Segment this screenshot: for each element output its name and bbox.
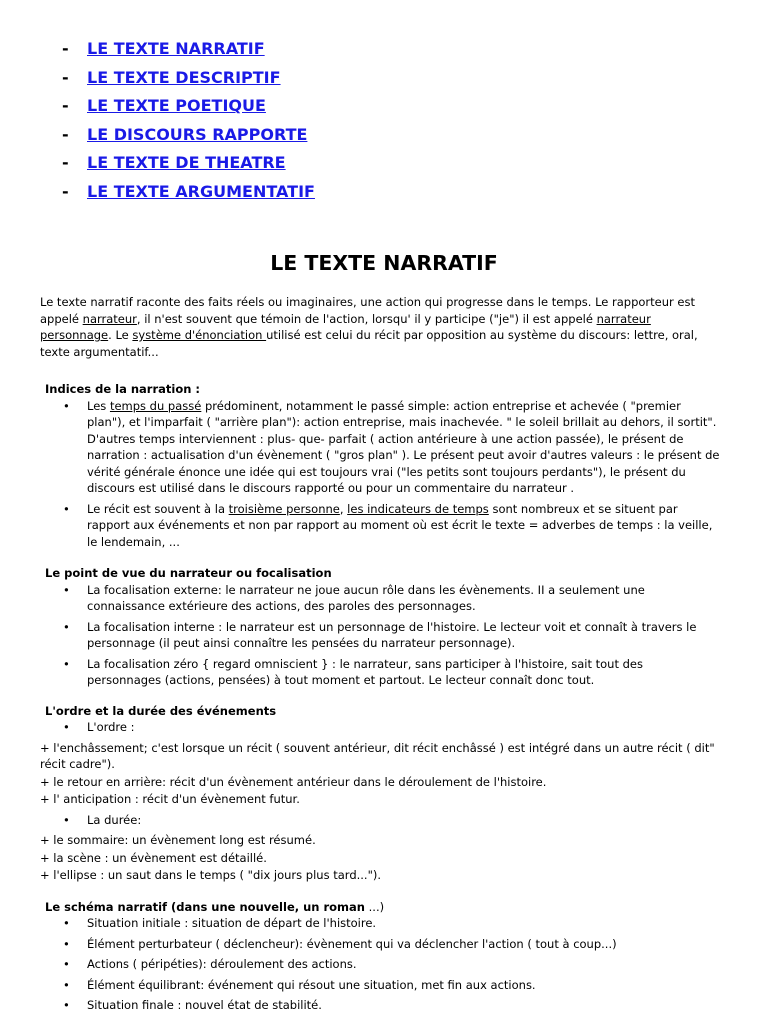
- intro-text: Le texte narratif raconte des faits réels ou imaginaires, une action qui progresse dans le temps. Le rapporteur est appelé: [40, 295, 695, 326]
- duree-list: [40, 812, 720, 829]
- focalisation-list: [40, 582, 720, 689]
- plus-line: + l' anticipation : récit d'un évènement futur.: [40, 792, 300, 806]
- list-item: • L'ordre :: [87, 719, 720, 736]
- term-troisieme-personne: troisième personne: [228, 501, 340, 516]
- schema-list: [40, 915, 720, 1014]
- list-item: • La focalisation externe: le narrateur ne joue aucun rôle dans les évènements. II a seulement une connaissance extérieure des actions, des paroles des personnages.: [87, 582, 720, 615]
- heading-text-rest: ...): [365, 899, 385, 914]
- plus-line: + l'enchâssement; c'est lorsque un récit ( souvent antérieur, dit récit enchâssé ) est intégré dans un autre récit ( dit" récit cadre").: [40, 740, 715, 771]
- list-item: • Élément perturbateur ( déclencheur): évènement qui va déclencher l'action ( tout à coup...): [87, 936, 720, 953]
- table-of-contents: [62, 41, 315, 213]
- item-text: Les: [87, 398, 110, 413]
- list-item: • La focalisation zéro { regard omniscient } : le narrateur, sans participer à l'histoire, sait tout des personnages (actions, pensées) à tout moment et partout. Le lecteur connaît donc tout.: [87, 656, 720, 689]
- heading-indices: Indices de la narration :: [45, 382, 201, 396]
- list-item: [87, 501, 720, 551]
- ordre-list: [40, 719, 720, 736]
- toc-link-discours[interactable]: LE DISCOURS RAPPORTE: [87, 124, 308, 144]
- toc-link-argumentatif[interactable]: LE TEXTE ARGUMENTATIF: [87, 181, 315, 201]
- toc-item: [62, 124, 315, 156]
- indices-list: [40, 398, 720, 551]
- toc-item: [62, 181, 315, 213]
- intro-paragraph: [40, 294, 720, 360]
- item-text: Le récit est souvent à la: [87, 501, 229, 516]
- toc-dash: -: [62, 124, 69, 144]
- toc-item: [62, 41, 315, 70]
- item-text: prédominent, notamment le passé simple: action entreprise et achevée ( "premier plan"), et l'imparfait ( "arrière plan"): action entreprise, mais inachevée. " le soleil brillait au dehors, il sortit". D'autres temps interviennent : plus- que- parfait ( action antérieure à une action passée), le présent de narration : actualisation d'un évènement ( "gros plan" ). Le présent peut avoir d'autres valeurs : le présent de vérité générale énonce une idée qui est toujours vrai ("les petits sont toujours perdants"), le présent du discours est utilisé dans le discours rapporté ou pour un commentaire du narrateur .: [87, 398, 720, 495]
- toc-link-poetique[interactable]: LE TEXTE POETIQUE: [87, 96, 266, 116]
- toc-link-theatre[interactable]: LE TEXTE DE THEATRE: [87, 153, 286, 173]
- toc-item: [62, 155, 315, 184]
- toc-dash: -: [62, 153, 69, 173]
- heading-focalisation: Le point de vue du narrateur ou focalisation: [45, 566, 332, 580]
- list-item: • Situation finale : nouvel état de stabilité.: [87, 997, 720, 1014]
- heading-schema-narratif: [40, 899, 720, 916]
- plus-line: + le sommaire: un évènement long est résumé.: [40, 833, 316, 847]
- term-temps-du-passe: temps du passé: [109, 398, 202, 413]
- intro-text: , il n'est souvent que témoin de l'action, lorsqu' il y participe ("je") il est appelé: [136, 311, 597, 326]
- plus-line: + la scène : un évènement est détaillé.: [40, 850, 267, 865]
- page-title: LE TEXTE NARRATIF: [270, 251, 498, 275]
- list-item: • Actions ( péripéties): déroulement des actions.: [87, 956, 720, 973]
- item-text: ,: [339, 501, 348, 516]
- toc-dash: -: [62, 181, 69, 201]
- toc-dash: -: [62, 67, 69, 87]
- list-item: • La focalisation interne : le narrateur est un personnage de l'histoire. Le lecteur voit et connaît à travers le personnage (il peut ainsi connaître les pensées du narrateur personnage).: [87, 619, 720, 652]
- term-narrateur-personnage: narrateur personnage: [40, 311, 651, 342]
- list-item: • Élément équilibrant: événement qui résout une situation, met fin aux actions.: [87, 977, 720, 994]
- list-item: • Situation initiale : situation de départ de l'histoire.: [87, 915, 720, 932]
- toc-link-descriptif[interactable]: LE TEXTE DESCRIPTIF: [87, 67, 281, 87]
- list-item: [87, 398, 720, 497]
- intro-text: . Le: [108, 328, 133, 342]
- term-indicateurs-de-temps: les indicateurs de temps: [347, 501, 489, 516]
- plus-line: + le retour en arrière: récit d'un évènement antérieur dans le déroulement de l'histoire.: [40, 774, 547, 789]
- term-narrateur: narrateur: [82, 311, 137, 326]
- list-item: • La durée:: [87, 812, 720, 829]
- toc-item: [62, 98, 315, 127]
- heading-ordre-duree: L'ordre et la durée des événements: [45, 703, 277, 718]
- article-body: [40, 294, 720, 1018]
- toc-link-narratif[interactable]: LE TEXTE NARRATIF: [87, 39, 265, 58]
- item-text: sont nombreux et se situent par rapport aux événements et non par rapport au moment où est écrit le texte = adverbes de temps : la veille, le lendemain, ...: [87, 501, 713, 549]
- toc-dash: -: [62, 39, 69, 58]
- intro-text: utilisé est celui du récit par opposition au système du discours: lettre, oral, texte argumentatif...: [40, 328, 698, 359]
- heading-text: Le schéma narratif (dans une nouvelle, un roman: [45, 899, 365, 914]
- term-systeme-enonciation: système d'énonciation: [132, 328, 267, 342]
- plus-line: + l'ellipse : un saut dans le temps ( "dix jours plus tard...").: [40, 868, 382, 882]
- toc-item: [62, 67, 315, 99]
- toc-dash: -: [62, 96, 69, 116]
